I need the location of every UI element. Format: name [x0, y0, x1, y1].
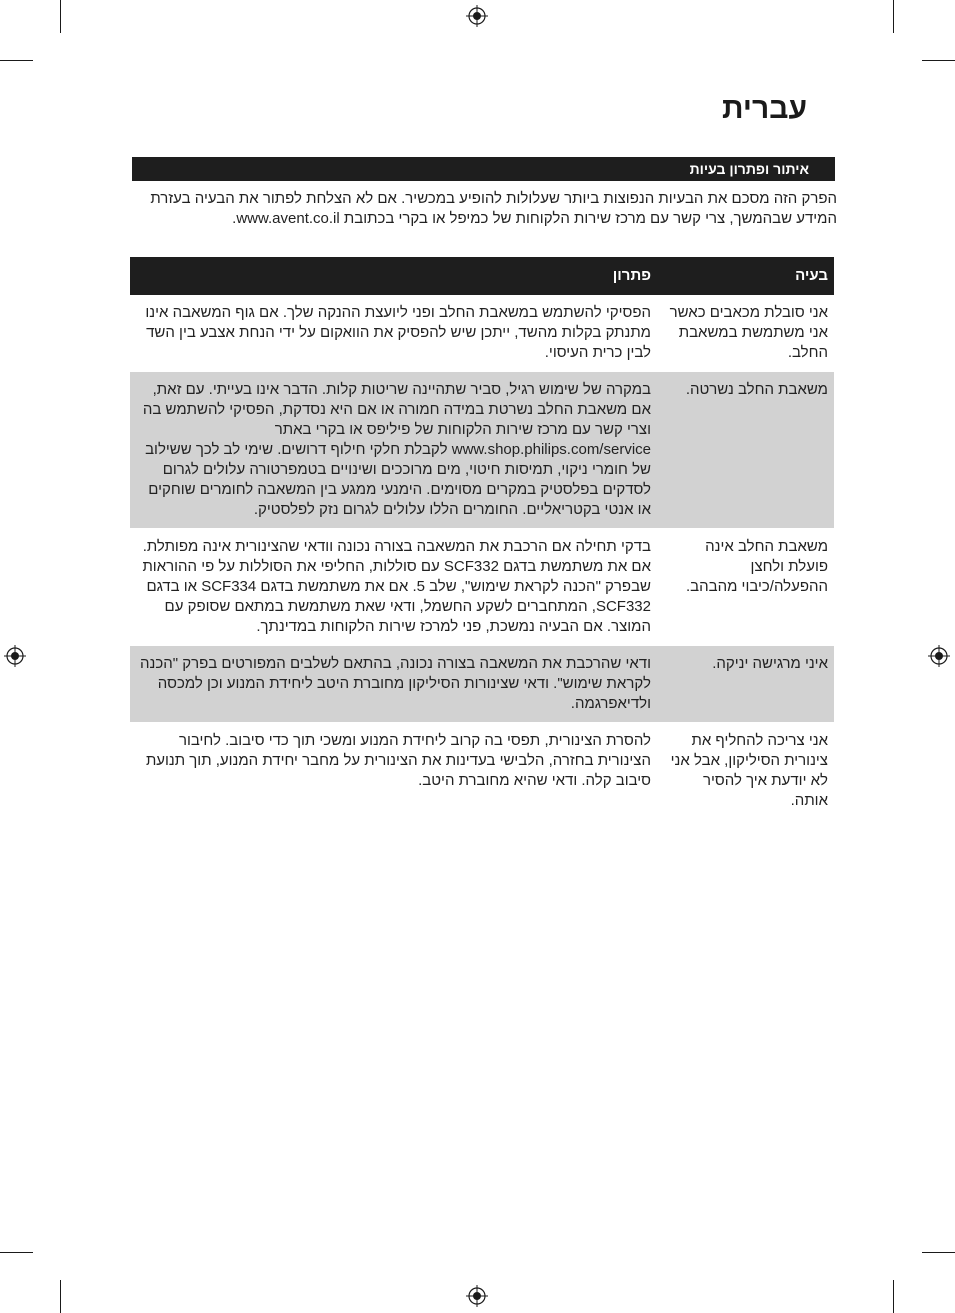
- table-row: [130, 372, 834, 529]
- solution-cell: הפסיקי להשתמש במשאבת החלב ופני ליועצת ההנקה שלך. אם גוף המשאבה אינו מתנתק בקלות מהשד, ייתכן שיש להפסיק את הוואקום על ידי הנחת אצבע בין השד לבין כרית העיסוי.: [145, 304, 651, 361]
- problem-cell: משאבת החלב נשרטה.: [667, 372, 834, 529]
- problem-cell: אני סובלת מכאבים כאשר אני משתמשת במשאבת החלב.: [669, 304, 828, 361]
- header-problem: בעיה: [667, 257, 834, 295]
- crop-mark-top-right: [893, 0, 894, 33]
- registration-mark-top: [466, 5, 488, 27]
- problem-cell: משאבת החלב אינה פועלת ולחצן ההפעלה/כיבוי מהבהב.: [667, 529, 834, 646]
- intro-paragraph: הפרק הזה מסכם את הבעיות הנפוצות ביותר שעלולות להופיע במכשיר. אם לא הצלחת לפתור את הבעיה בעזרת המידע שבהמשך, צרי קשר עם מרכז שירות הלקוחות של כמיפל או בקרי בכתובת www.avent.co.il.: [150, 190, 837, 227]
- crop-mark-top-left: [60, 0, 61, 33]
- table-row: [130, 295, 834, 372]
- crop-mark-bottom-right: [893, 1280, 894, 1313]
- crop-mark-bottom-right-h: [922, 1252, 955, 1253]
- section-title-bar: [132, 157, 835, 181]
- header-solution: פתרון: [130, 257, 667, 295]
- registration-mark-left: [4, 645, 26, 667]
- table-row: [130, 723, 834, 820]
- problem-cell: אני צריכה להחליף את צינורית הסיליקון, אבל אני לא יודעת איך להסיר אותה.: [667, 723, 834, 820]
- crop-mark-bottom-left: [60, 1280, 61, 1313]
- solution-cell: ודאי שהרכבת את המשאבה בצורה נכונה, בהתאם לשלבים המפורטים בפרק "הכנה לקראת שימוש". ודאי שצינורות הסיליקון מחוברת היטב ליחידת המנוע וכן למכסה ולדיאפרגמה.: [130, 646, 667, 723]
- page-title: עברית: [721, 92, 807, 125]
- troubleshooting-table: [130, 257, 834, 819]
- solution-cell: להסרת הצינורית, תפסי בה קרוב ליחידת המנוע ומשכי תוך כדי סיבוב. לחיבור הצינורית בחזרה, הלבישי בעדינות את הצינורית על מחבר יחידת המנוע, תוך תנועת סיבוב קלה. ודאי שהיא מחוברת היטב.: [130, 723, 667, 820]
- registration-mark-bottom: [466, 1285, 488, 1307]
- crop-mark-bottom-left-h: [0, 1252, 33, 1253]
- registration-mark-right: [928, 645, 950, 667]
- solution-cell: בדקי תחילה אם הרכבת את המשאבה בצורה נכונה וודאי שהצינורית אינה מפותלת. אם את משתמשת בדגם SCF332 עם סוללות, החליפי את הסוללות על פי ההוראות שבפרק "הכנה לקראת שימוש", שלב 5. אם את משתמשת בדגם SCF334 או בדגם SCF332, המתחברים לשקע החשמל, ודאי שאת משתמשת במתאם שסופק עם המוצר. אם הבעיה נמשכת, פני למרכז שירות הלקוחות במדינתך.: [130, 529, 667, 646]
- table-row: [130, 529, 834, 646]
- section-title: איתור ופתרון בעיות: [689, 161, 809, 177]
- solution-cell: במקרה של שימוש רגיל, סביר שתהיינה שריטות קלות. הדבר אינו בעייתי. עם זאת, אם משאבת החלב נשרטת במידה חמורה או אם היא נסדקת, הפסיקי להשתמש בה וצרי קשר עם מרכז שירות הלקוחות של פיליפס או בקרי באתר www.shop.philips.com/service לקבלת חלקי חילוף דרושים. שימי לב לכך ששילוב של חומרי ניקוי, תמיסות חיטוי, מים מרוככים ושינויים בטמפרטורה עלולים לגרום לסדקים בפלסטיק במקרים מסוימים. הימנעי ממגע בין המשאבה לחומרים שוחקים או אנטי בקטריאליים. החומרים הללו עלולים לגרום נזק לפלסטיק.: [130, 372, 667, 529]
- crop-mark-top-right-h: [922, 60, 955, 61]
- table-row: [130, 646, 834, 723]
- table-header-row: [130, 257, 834, 295]
- problem-cell: איני מרגישה יניקה.: [667, 646, 834, 723]
- crop-mark-top-left-h: [0, 60, 33, 61]
